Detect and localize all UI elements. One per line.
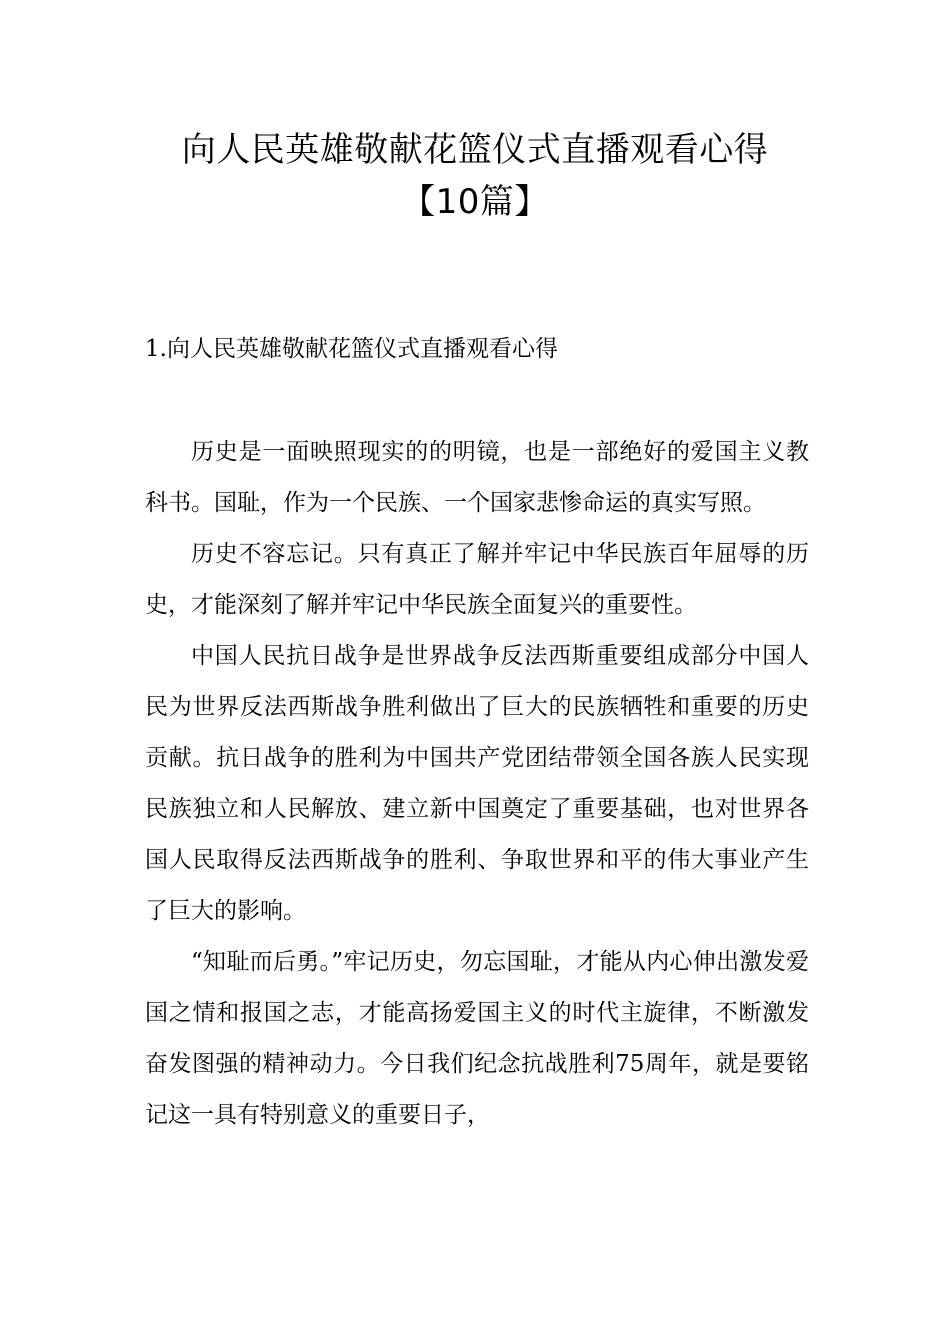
paragraph: 历史是一面映照现实的的明镜，也是一部绝好的爱国主义教科书。国耻，作为一个民族、一个国家悲惨命运的真实写照。 [145,439,809,516]
paragraph: 中国人民抗日战争是世界战争反法西斯重要组成部分中国人民为世界反法西斯战争胜利做出了巨大的民族牺牲和重要的历史贡献。抗日战争的胜利为中国共产党团结带领全国各族人民实现民族独立和人民解放、建立新中国奠定了重要基础，也对世界各国人民取得反法西斯战争的胜利、争取世界和平的伟大事业产生了巨大的影响。 [145,643,809,924]
document-body [145,427,809,1141]
paragraph: “知耻而后勇。”牢记历史，勿忘国耻，才能从内心伸出激发爱国之情和报国之志，才能高扬爱国主义的时代主旋律，不断激发奋发图强的精神动力。今日我们纪念抗战胜利75周年，就是要铭记这一具有特别意义的重要日子， [145,949,809,1128]
document-title-count: 【10篇】 [401,182,549,222]
section-heading: 1.向人民英雄敬献花篮仪式直播观看心得 [145,336,558,362]
paragraph: 历史不容忘记。只有真正了解并牢记中华民族百年屈辱的历史，才能深刻了解并牢记中华民族全面复兴的重要性。 [145,541,809,618]
document-title: 向人民英雄敬献花篮仪式直播观看心得 [181,130,769,170]
